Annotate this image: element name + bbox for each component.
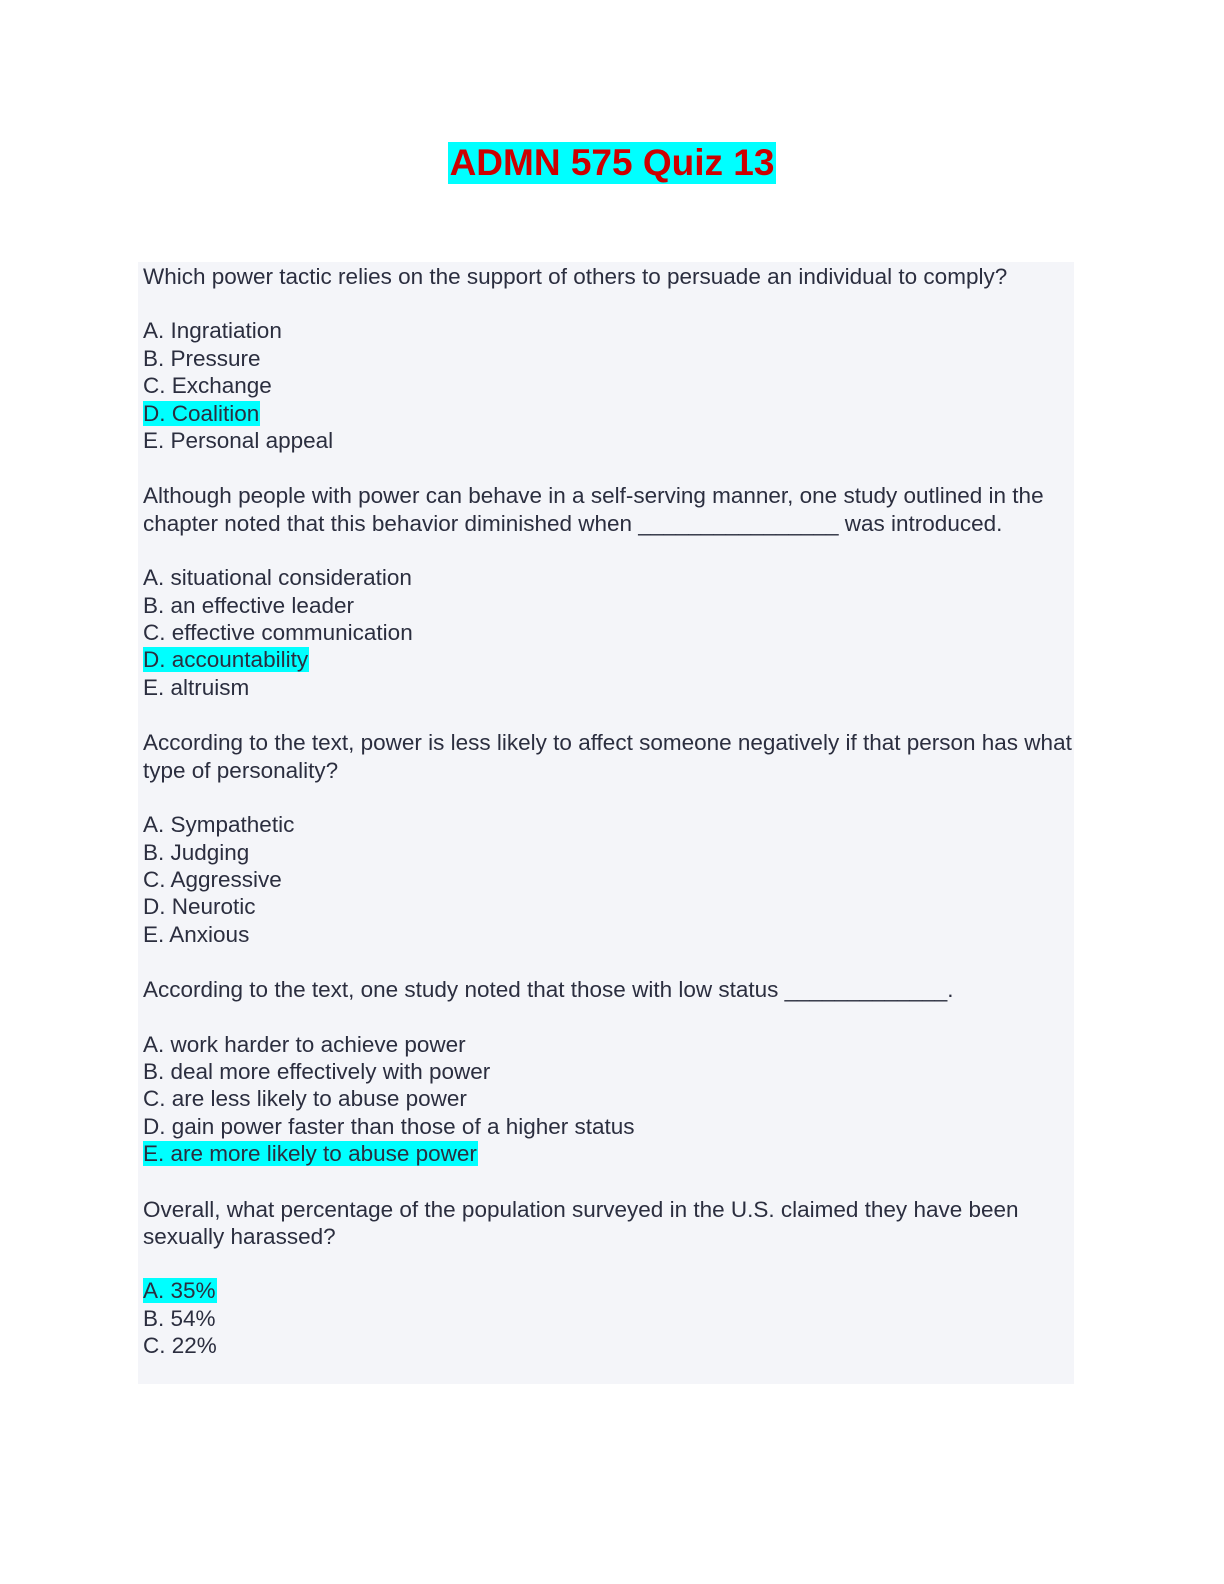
option-item — [143, 400, 1074, 427]
option-a: A. situational consideration — [143, 565, 412, 591]
option-c: C. Exchange — [143, 373, 272, 399]
option-c: C. are less likely to abuse power — [143, 1086, 467, 1112]
option-a-correct: A. 35% — [143, 1278, 216, 1304]
question-3 — [143, 728, 1074, 948]
option-item — [143, 674, 1074, 701]
option-list — [143, 1031, 1074, 1168]
question-text: Overall, what percentage of the population surveyed in the U.S. claimed they have been sexually harassed? — [143, 1196, 1019, 1249]
option-item — [143, 1058, 1074, 1085]
option-item — [143, 893, 1074, 920]
option-item — [143, 1085, 1074, 1112]
option-item — [143, 564, 1074, 591]
option-item — [143, 1305, 1074, 1332]
option-c: C. 22% — [143, 1333, 217, 1359]
option-list — [143, 317, 1074, 454]
option-item — [143, 811, 1074, 838]
option-e-correct: E. are more likely to abuse power — [143, 1141, 477, 1167]
spacer — [143, 701, 1074, 728]
option-d: D. gain power faster than those of a higher status — [143, 1113, 635, 1139]
option-a: A. Sympathetic — [143, 812, 295, 838]
option-a: A. work harder to achieve power — [143, 1031, 466, 1057]
quiz-content — [138, 262, 1074, 1384]
option-c: C. effective communication — [143, 620, 413, 646]
question-2 — [143, 481, 1074, 701]
option-c: C. Aggressive — [143, 866, 282, 892]
option-item — [143, 866, 1074, 893]
option-item — [143, 646, 1074, 673]
spacer — [143, 1168, 1074, 1195]
option-list — [143, 1277, 1074, 1359]
option-item — [143, 345, 1074, 372]
option-item — [143, 372, 1074, 399]
question-1 — [143, 262, 1074, 454]
option-list — [143, 811, 1074, 948]
option-item — [143, 839, 1074, 866]
question-text: According to the text, one study noted that those with low status _____________. — [143, 977, 954, 1003]
option-d: D. Neurotic — [143, 894, 256, 920]
question-4 — [143, 975, 1074, 1167]
question-5 — [143, 1195, 1074, 1360]
option-b: B. 54% — [143, 1305, 216, 1331]
question-text: Although people with power can behave in a self-serving manner, one study outlined in the chapter noted that this behavior diminished when ________________ was introduced. — [143, 483, 1044, 536]
spacer — [143, 454, 1074, 481]
document-title: ADMN 575 Quiz 13 — [449, 142, 775, 183]
option-list — [143, 564, 1074, 701]
option-item — [143, 1332, 1074, 1359]
option-d-correct: D. Coalition — [143, 400, 260, 426]
option-item — [143, 427, 1074, 454]
option-item — [143, 921, 1074, 948]
option-item — [143, 619, 1074, 646]
option-item — [143, 1277, 1074, 1304]
option-b: B. Judging — [143, 839, 250, 865]
option-b: B. Pressure — [143, 345, 261, 371]
option-item — [143, 317, 1074, 344]
spacer — [143, 948, 1074, 975]
option-b: B. an effective leader — [143, 592, 354, 618]
question-text: Which power tactic relies on the support of others to persuade an individual to comply? — [143, 264, 1008, 289]
option-e: E. Anxious — [143, 921, 250, 947]
question-text: According to the text, power is less likely to affect someone negatively if that person has what type of personality? — [143, 730, 1072, 783]
option-e: E. Personal appeal — [143, 428, 334, 454]
option-e: E. altruism — [143, 674, 250, 700]
option-item — [143, 1140, 1074, 1167]
option-item — [143, 592, 1074, 619]
option-item — [143, 1031, 1074, 1058]
option-b: B. deal more effectively with power — [143, 1058, 491, 1084]
option-item — [143, 1113, 1074, 1140]
title-wrapper — [0, 142, 1224, 184]
option-a: A. Ingratiation — [143, 318, 282, 344]
option-d-correct: D. accountability — [143, 647, 309, 673]
